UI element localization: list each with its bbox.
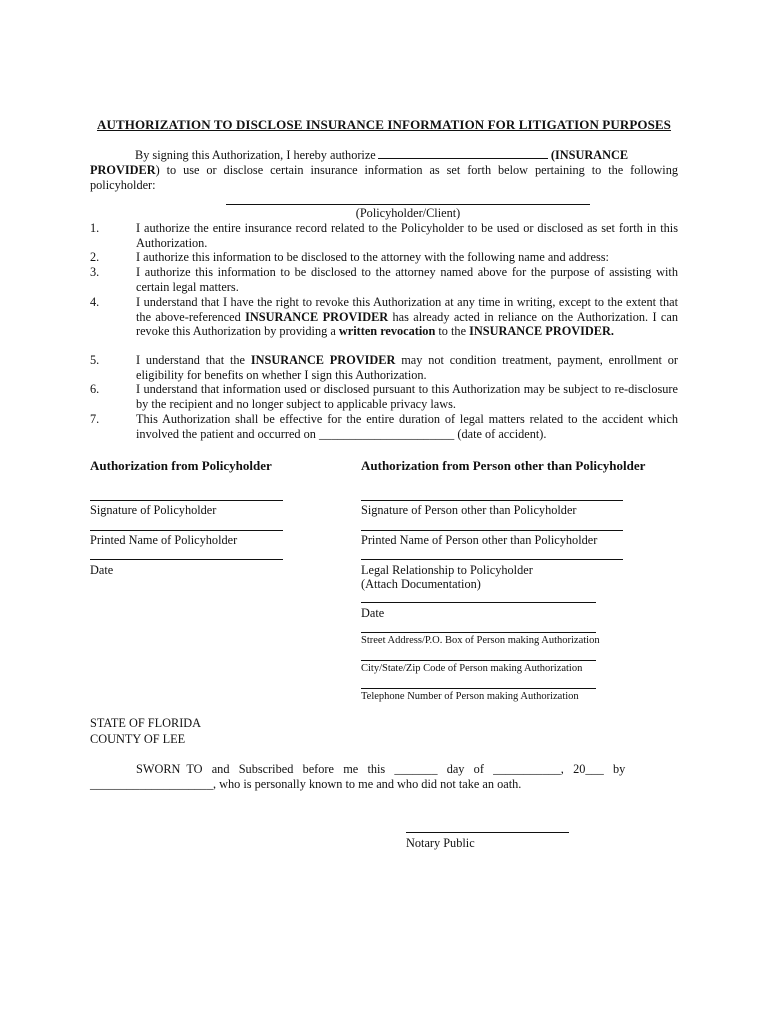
item-5-c: may not condition treatment, payment, enrollment or eligibility for benefits on whether I sign this Authorization. [136,353,678,382]
item-2-text: I authorize this information to be disclosed to the attorney with the following name and address: [136,250,609,264]
item-5-b: INSURANCE PROVIDER [250,353,396,367]
intro-part2: ) to use or disclose certain insurance information as set forth below pertaining to the following policyholder: [90,163,678,192]
other-printed-line[interactable] [361,530,623,531]
policyholder-signature-label: Signature of Policyholder [90,503,217,517]
intro-paragraph [90,147,678,193]
item-4-c: has already acted in reliance on the Authorization. I can revoke this Authorization by providing a [136,309,678,339]
street-label: Street Address/P.O. Box of Person making Authorization [361,635,600,646]
item-4-b: INSURANCE PROVIDER [245,309,389,324]
insurance-provider-blank[interactable] [378,147,548,159]
item-4-a: I understand that I have the right to revoke this Authorization at any time in writing, except to the extent that the above-referenced [136,295,678,324]
attach-documentation-label: (Attach Documentation) [361,577,481,591]
city-label: City/State/Zip Code of Person making Authorization [361,663,583,674]
notary-signature-line[interactable] [406,832,569,833]
other-signature-line[interactable] [361,500,623,501]
policyholder-line[interactable] [226,204,590,205]
other-printed-label: Printed Name of Person other than Policyholder [361,533,598,547]
policyholder-date-label: Date [90,563,114,577]
item-7-num: 7. [90,412,100,426]
county-label: COUNTY OF LEE [90,732,186,746]
item-5-text [136,353,678,382]
item-4-num: 4. [90,295,100,309]
item-2-num: 2. [90,250,100,264]
policyholder-signature-line[interactable] [90,500,283,501]
policyholder-printed-label: Printed Name of Policyholder [90,533,238,547]
item-4-e: to the [438,324,467,339]
provider-open: (INSURANCE [550,148,629,162]
intro-part1: By signing this Authorization, I hereby authorize [135,148,376,162]
sworn-line-1: SWORN TO and Subscribed before me this _______ day of ___________, 20___ by [136,762,626,776]
sworn-line-2: ____________________, who is personally known to me and who did not take an oath. [90,777,522,791]
item-6-num: 6. [90,382,100,396]
item-1-text: I authorize the entire insurance record related to the Policyholder to be used or disclosed as set forth in this Authorization. [136,221,678,250]
item-7-text: This Authorization shall be effective for the entire duration of legal matters related to the accident which involved the patient and occurred on ______________________ (date of accident). [136,412,678,441]
left-heading: Authorization from Policyholder [90,458,272,473]
policyholder-date-line[interactable] [90,559,283,560]
item-4-d: written revocation [338,324,436,339]
item-6-text: I understand that information used or disclosed pursuant to this Authorization may be subject to re-disclosure by the recipient and no longer subject to applicable privacy laws. [136,382,678,411]
item-3-num: 3. [90,265,100,279]
relationship-label: Legal Relationship to Policyholder [361,563,533,577]
street-line[interactable] [361,632,596,633]
document-title: AUTHORIZATION TO DISCLOSE INSURANCE INFORMATION FOR LITIGATION PURPOSES [96,117,672,132]
right-heading: Authorization from Person other than Policyholder [361,458,646,473]
item-4-f: INSURANCE PROVIDER. [469,324,614,339]
state-label: STATE OF FLORIDA [90,716,202,730]
phone-label: Telephone Number of Person making Authorization [361,691,579,702]
item-5-a: I understand that the [136,353,246,367]
other-date-line[interactable] [361,602,596,603]
phone-line[interactable] [361,688,596,689]
city-line[interactable] [361,660,596,661]
provider-word: PROVIDER [90,163,156,177]
item-3-text: I authorize this information to be disclosed to the attorney named above for the purpose of assisting with certain legal matters. [136,265,678,294]
item-5-num: 5. [90,353,100,367]
policyholder-printed-line[interactable] [90,530,283,531]
policyholder-caption: (Policyholder/Client) [355,206,461,220]
other-signature-label: Signature of Person other than Policyholder [361,503,577,517]
other-date-label: Date [361,606,385,620]
item-4-text [136,295,678,339]
relationship-line[interactable] [361,559,623,560]
notary-label: Notary Public [406,836,475,850]
item-1-num: 1. [90,221,100,235]
